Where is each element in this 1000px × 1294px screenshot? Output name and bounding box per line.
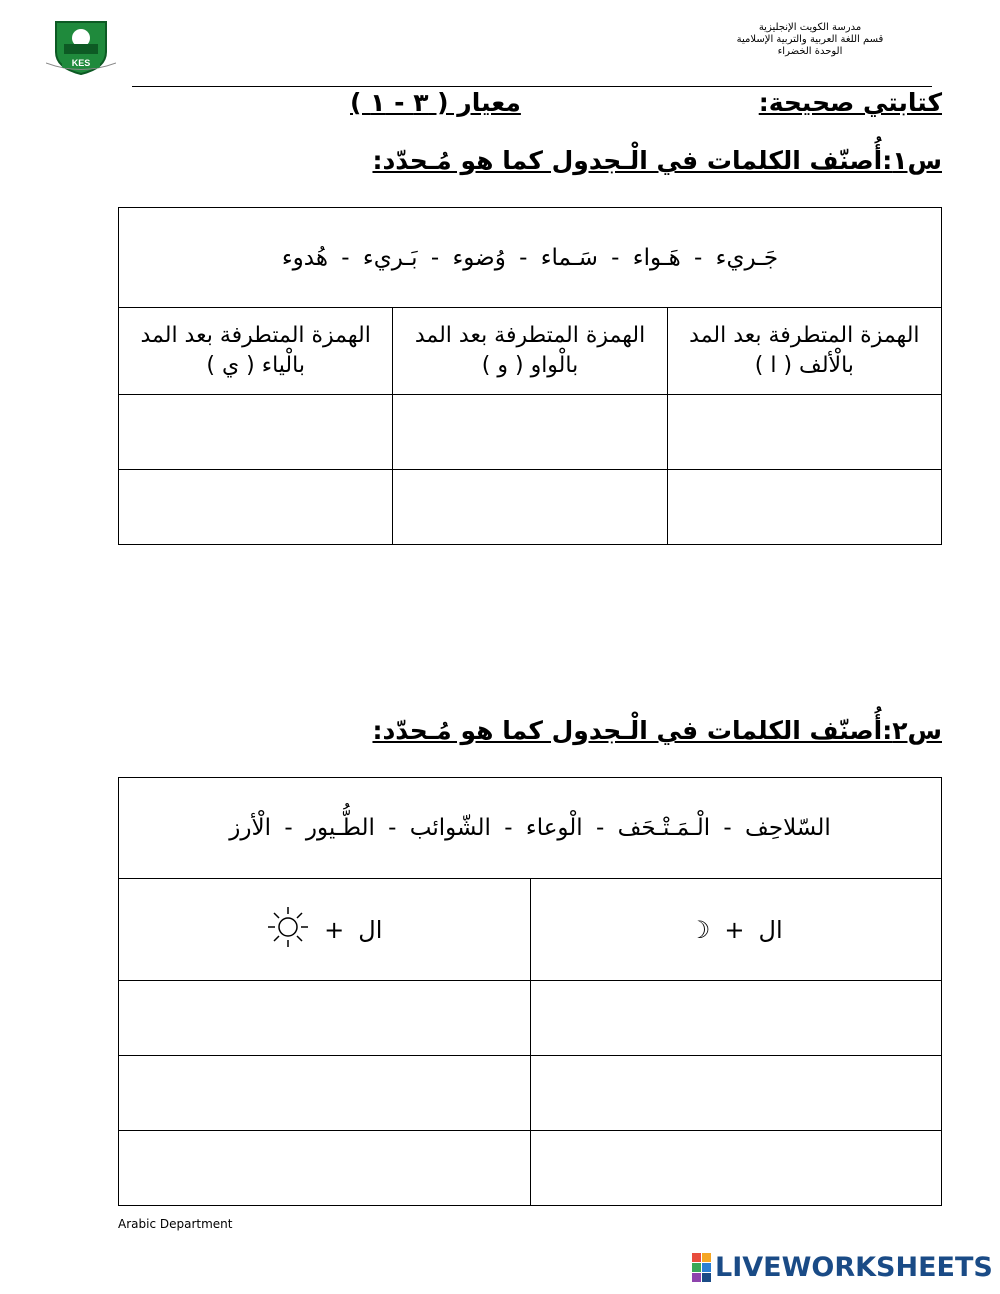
q2-sun-plus: + [324, 915, 345, 944]
brand-logo-icon [692, 1253, 711, 1282]
q2-column-sun [119, 879, 531, 981]
sun-icon [266, 905, 310, 955]
q1-col-1-line2: بالْألف ( ا ) [754, 353, 854, 378]
school-logo [46, 16, 116, 78]
question-2-prompt: س٢:أُصنّف الكلمات في الْـجدول كما هو مُـحدّد: [372, 716, 942, 745]
q2-answer-cell[interactable] [119, 981, 531, 1056]
standard-label: معيار ( ٣ - ١ ) [350, 88, 521, 117]
unit-name: الوحدة الخضراء [777, 46, 843, 57]
question-2-table [118, 777, 942, 1206]
q1-col-2-line1: الهمزة المتطرفة بعد المد [414, 323, 646, 348]
q1-answer-cell[interactable] [667, 395, 941, 470]
q1-column-yaa [119, 308, 393, 395]
question-1-table [118, 207, 942, 545]
logo-text: KES [71, 58, 91, 68]
q2-answer-cell[interactable] [530, 981, 942, 1056]
q2-answer-cell[interactable] [119, 1131, 531, 1206]
brand-name: LIVEWORKSHEETS [715, 1252, 993, 1283]
q2-moon-plus: + [724, 915, 745, 944]
q2-sun-label: ال [358, 915, 383, 944]
q2-words: السّلاحِف - الْـمَـتْـحَف - الْوعاء - الشّوائب - الطُّـيور - الْأرز [229, 815, 831, 841]
q1-answer-cell[interactable] [119, 395, 393, 470]
liveworksheets-brand [692, 1252, 993, 1283]
department-name: قسم اللغة العربية والتربية الإسلامية [736, 34, 884, 45]
q1-answer-cell[interactable] [393, 470, 667, 545]
q1-answer-cell[interactable] [667, 470, 941, 545]
moon-icon: ☽ [688, 915, 711, 944]
q1-column-waw [393, 308, 667, 395]
q1-word-bank [119, 208, 942, 308]
q2-word-bank [119, 778, 942, 879]
q1-words: جَـريء - هَـواء - سَـماء - وُضوء - بَـريء - هُدوء [281, 244, 779, 271]
question-1-prompt: س١:أُصنّف الكلمات في الْـجدول كما هو مُـحدّد: [372, 146, 942, 175]
q1-column-alef [667, 308, 941, 395]
q2-column-moon [530, 879, 942, 981]
q1-answer-cell[interactable] [393, 395, 667, 470]
q2-moon-label: ال [758, 915, 783, 944]
q1-col-2-line2: بالْواو ( و ) [481, 353, 579, 378]
school-info [680, 22, 940, 58]
q2-answer-cell[interactable] [530, 1131, 942, 1206]
footer-department: Arabic Department [118, 1217, 233, 1231]
q1-col-3-line2: بالْياء ( ي ) [206, 353, 305, 378]
header-divider [132, 86, 932, 87]
q1-col-1-line1: الهمزة المتطرفة بعد المد [689, 323, 920, 348]
school-name: مدرسة الكويت الإنجليزية [758, 22, 862, 33]
q2-answer-cell[interactable] [119, 1056, 531, 1131]
q1-col-3-line1: الهمزة المتطرفة بعد المد [140, 323, 371, 348]
q1-answer-cell[interactable] [119, 470, 393, 545]
q2-answer-cell[interactable] [530, 1056, 942, 1131]
page-title: كتابتي صحيحة: [758, 88, 942, 117]
